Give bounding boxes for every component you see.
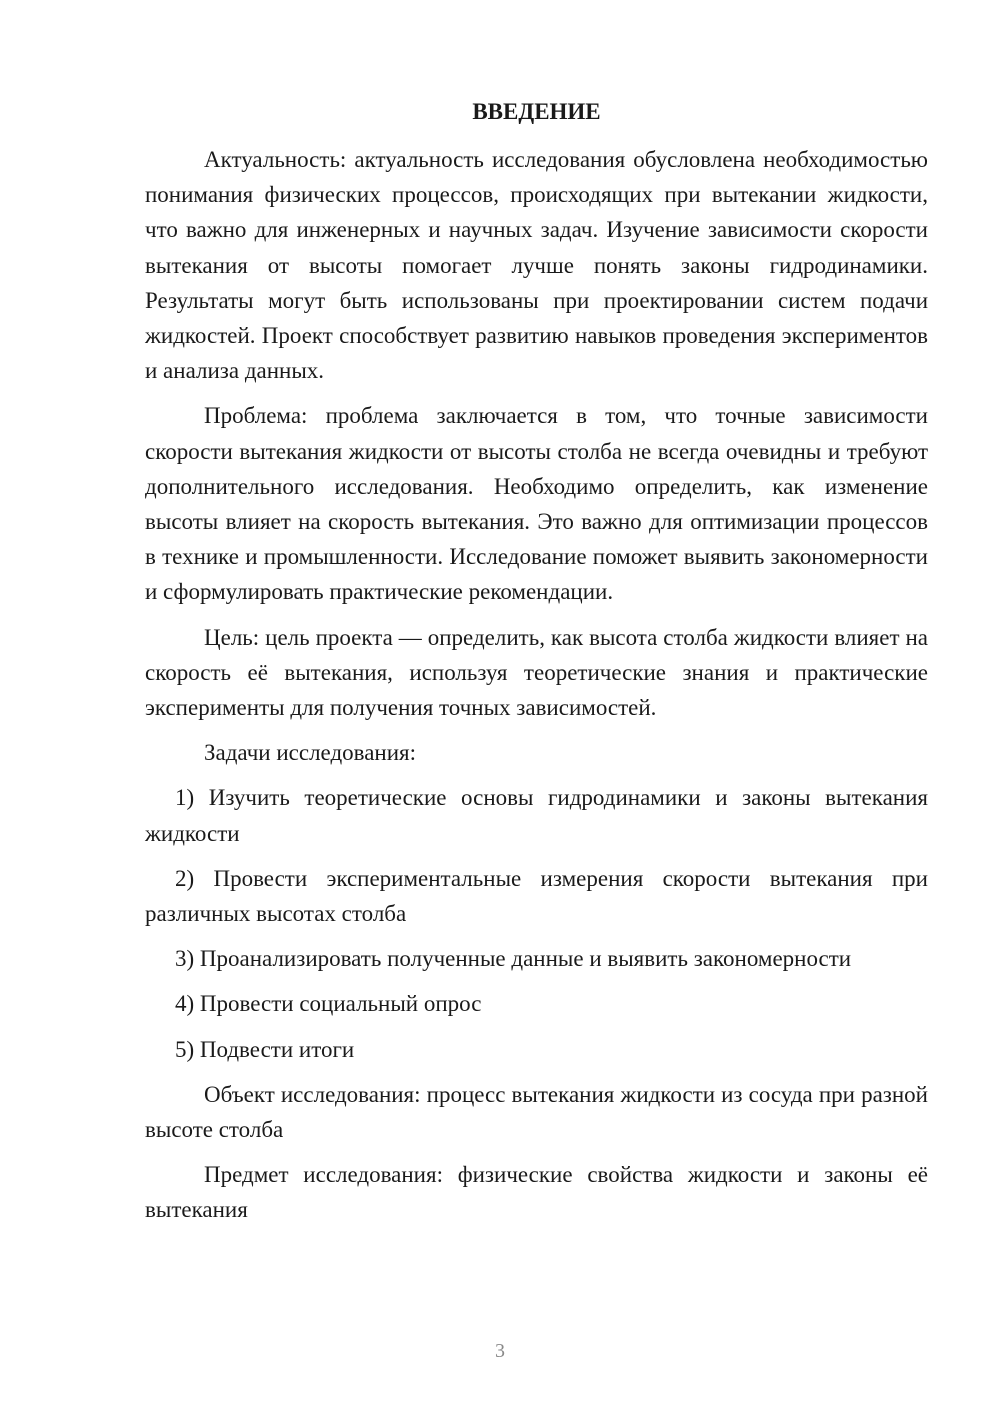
subject-paragraph: Предмет исследования: физические свойства жидкости и законы её вытекания [145, 1162, 928, 1223]
page-title: ВВЕДЕНИЕ [472, 99, 601, 124]
document-body [145, 142, 928, 1238]
object-paragraph: Объект исследования: процесс вытекания жидкости из сосуда при разной высоте столба [145, 1081, 928, 1143]
goal-paragraph: Цель: цель проекта — определить, как высота столба жидкости влияет на скорость её вытекания, используя теоретические знания и практические эксперименты для получения точных зависимостей. [145, 624, 928, 721]
task-item: 2) Провести экспериментальные измерения скорости вытекания при различных высотах столба [145, 865, 928, 927]
task-item: 5) Подвести итоги [175, 1036, 355, 1062]
document-page [145, 0, 928, 1414]
problem-paragraph: Проблема: проблема заключается в том, что точные зависимости скорости вытекания жидкости от высоты столба не всегда очевидны и требуют дополнительного исследования. Необходимо определить, как изменение высоты влияет на скорость вытекания. Это важно для оптимизации процессов в технике и промышленности. Исследование поможет выявить закономерности и сформулировать практические рекомендации. [145, 403, 928, 605]
task-item: 4) Провести социальный опрос [175, 991, 482, 1017]
tasks-heading: Задачи исследования: [204, 740, 417, 766]
relevance-paragraph: Актуальность: актуальность исследования обусловлена необходимостью понимания физических процессов, происходящих при вытекании жидкости, что важно для инженерных и научных задач. Изучение зависимости скорости вытекания от высоты помогает лучше понять законы гидродинамики. Результаты могут быть использованы при проектировании систем подачи жидкостей. Проект способствует развитию навыков проведения экспериментов и анализа данных. [145, 147, 928, 384]
page-number: 3 [495, 1340, 505, 1362]
task-item: 3) Проанализировать полученные данные и выявить закономерности [175, 946, 852, 972]
task-item: 1) Изучить теоретические основы гидродинамики и законы вытекания жидкости [145, 785, 928, 846]
